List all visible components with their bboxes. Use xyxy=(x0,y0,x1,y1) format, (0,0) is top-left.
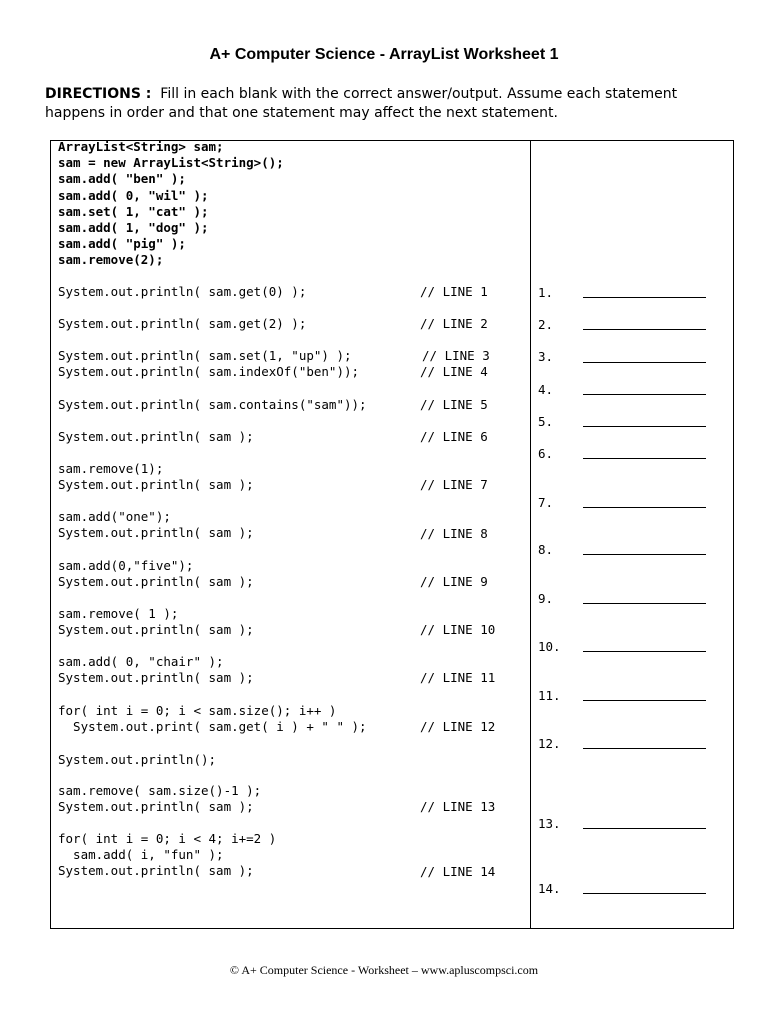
line-comment-7: // LINE 7 xyxy=(420,477,488,492)
line-comment-6: // LINE 6 xyxy=(420,429,488,444)
code-block-8: sam.add(0,"five"); System.out.println( sam ); xyxy=(58,558,254,590)
code-block-12: sam.remove( sam.size()-1 ); System.out.println( sam ); xyxy=(58,783,262,815)
line-comment-5: // LINE 5 xyxy=(420,397,488,412)
line-comment-8: // LINE 8 xyxy=(420,526,488,541)
answer-number-13: 13. xyxy=(538,816,561,831)
line-comment-14: // LINE 14 xyxy=(420,864,496,879)
answer-number-7: 7. xyxy=(538,495,554,510)
answer-number-9: 9. xyxy=(538,591,554,606)
answer-number-1: 1. xyxy=(538,285,554,300)
answer-blank-7[interactable] xyxy=(583,507,706,508)
line-comment-4: // LINE 4 xyxy=(420,364,488,379)
code-block-5: System.out.println( sam ); xyxy=(58,429,254,444)
answer-number-3: 3. xyxy=(538,349,554,364)
answer-number-8: 8. xyxy=(538,542,554,557)
directions xyxy=(45,85,735,123)
answer-blank-13[interactable] xyxy=(583,828,706,829)
line-comment-11: // LINE 11 xyxy=(420,670,496,685)
setup-code: ArrayList<String> sam; sam = new ArrayList<String>(); sam.add( "ben" ); sam.add( 0, "wil" ); sam.set( 1, "cat" ); sam.add( 1, "dog" ); sam.add( "pig" ); sam.remove(2); xyxy=(58,139,284,268)
code-block-10: sam.add( 0, "chair" ); System.out.println( sam ); xyxy=(58,654,254,686)
answer-blank-10[interactable] xyxy=(583,651,706,652)
answer-number-5: 5. xyxy=(538,414,554,429)
code-block-4: System.out.println( sam.contains("sam")); xyxy=(58,397,367,412)
answer-number-6: 6. xyxy=(538,446,554,461)
code-block-3: System.out.println( sam.set(1, "up") ); System.out.println( sam.indexOf("ben")); xyxy=(58,348,360,380)
answer-blank-1[interactable] xyxy=(583,297,706,298)
answer-blank-5[interactable] xyxy=(583,426,706,427)
line-comment-3: // LINE 3 xyxy=(422,348,490,363)
answer-number-4: 4. xyxy=(538,382,554,397)
answer-blank-9[interactable] xyxy=(583,603,706,604)
answer-number-12: 12. xyxy=(538,736,561,751)
line-comment-2: // LINE 2 xyxy=(420,316,488,331)
answer-number-10: 10. xyxy=(538,639,561,654)
code-block-1: System.out.println( sam.get(0) ); xyxy=(58,284,307,299)
directions-text: Fill in each blank with the correct answer/output. Assume each statement happens in order and that one statement may affect the next statement. xyxy=(45,86,678,121)
answer-number-2: 2. xyxy=(538,317,554,332)
footer: © A+ Computer Science - Worksheet – www.apluscompsci.com xyxy=(229,963,539,977)
line-comment-10: // LINE 10 xyxy=(420,622,496,637)
answer-blank-12[interactable] xyxy=(583,748,706,749)
line-comment-13: // LINE 13 xyxy=(420,799,496,814)
line-comment-9: // LINE 9 xyxy=(420,574,488,589)
code-block-13: for( int i = 0; i < 4; i+=2 ) sam.add( i, "fun" ); System.out.println( sam ); xyxy=(58,831,277,879)
code-block-2: System.out.println( sam.get(2) ); xyxy=(58,316,307,331)
answer-blank-6[interactable] xyxy=(583,458,706,459)
answer-blank-3[interactable] xyxy=(583,362,706,363)
answer-number-14: 14. xyxy=(538,881,561,896)
code-block-7: sam.add("one"); System.out.println( sam ); xyxy=(58,509,254,541)
directions-label: DIRECTIONS : xyxy=(45,86,152,102)
line-comment-1: // LINE 1 xyxy=(420,284,488,299)
answer-blank-11[interactable] xyxy=(583,700,706,701)
answer-number-11: 11. xyxy=(538,688,561,703)
code-block-11: for( int i = 0; i < sam.size(); i++ ) System.out.print( sam.get( i ) + " " ); System.out.println(); xyxy=(58,703,367,767)
code-block-9: sam.remove( 1 ); System.out.println( sam ); xyxy=(58,606,254,638)
answer-blank-14[interactable] xyxy=(583,893,706,894)
column-divider xyxy=(530,140,531,929)
line-comment-12: // LINE 12 xyxy=(420,719,496,734)
answer-blank-4[interactable] xyxy=(583,394,706,395)
answer-blank-2[interactable] xyxy=(583,329,706,330)
worksheet-title: A+ Computer Science - ArrayList Worksheet 1 xyxy=(209,46,559,63)
answer-blank-8[interactable] xyxy=(583,554,706,555)
code-block-6: sam.remove(1); System.out.println( sam ); xyxy=(58,461,254,493)
